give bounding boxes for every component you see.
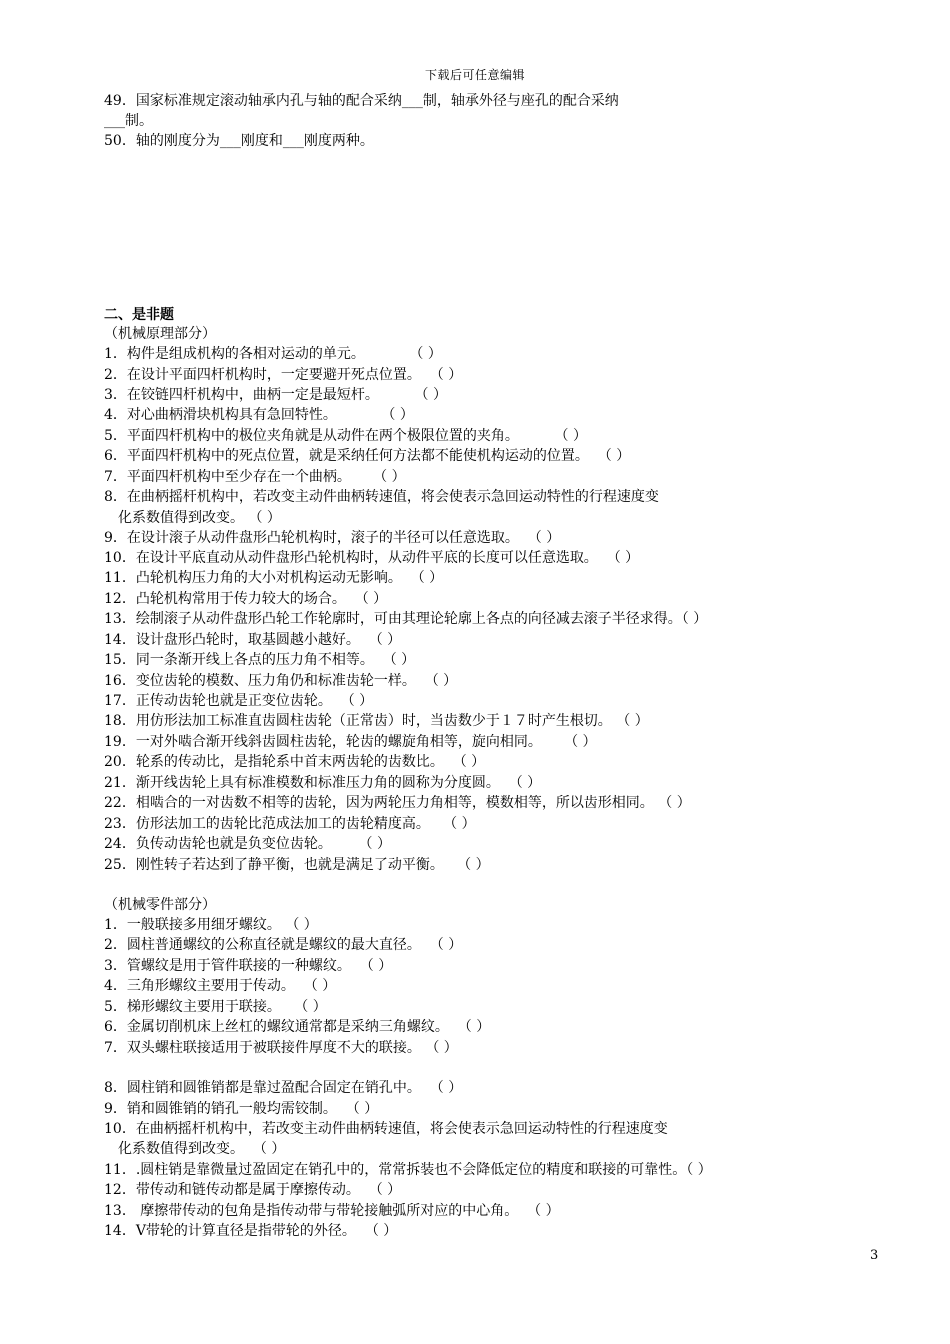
p2-item-5: 5．梯形螺纹主要用于联接。 （ ）	[104, 999, 327, 1015]
p1-item-15: 15．同一条渐开线上各点的压力角不相等。 （ ）	[104, 652, 416, 668]
p2-item-2: 2．圆柱普通螺纹的公称直径就是螺纹的最大直径。 （ ）	[104, 937, 463, 953]
question-49: 49．国家标准规定滚动轴承内孔与轴的配合采纳___制，轴承外径与座孔的配合采纳	[104, 93, 619, 109]
p2-item-12: 12．带传动和链传动都是属于摩擦传动。 （ ）	[104, 1182, 402, 1198]
page-header: 下载后可任意编辑	[424, 68, 525, 82]
p1-item-21: 21．渐开线齿轮上具有标准模数和标准压力角的圆称为分度圆。 （ ）	[104, 775, 542, 791]
part2-title: （机械零件部分）	[104, 897, 216, 913]
p2-item-1: 1．一般联接多用细牙螺纹。 （ ）	[104, 917, 318, 933]
p1-item-18: 18．用仿形法加工标准直齿圆柱齿轮（正常齿）时，当齿数少于１７时产生根切。 （ ）	[104, 713, 649, 729]
p2-item-14: 14．V带轮的计算直径是指带轮的外径。 （ ）	[104, 1223, 398, 1239]
p1-item-11: 11．凸轮机构压力角的大小对机构运动无影响。 （ ）	[104, 570, 444, 586]
p1-item-2: 2．在设计平面四杆机构时，一定要避开死点位置。 （ ）	[104, 367, 463, 383]
p2-item-4: 4．三角形螺纹主要用于传动。 （ ）	[104, 978, 337, 994]
part1-title: （机械原理部分）	[104, 326, 216, 342]
p1-item-4: 4．对心曲柄滑块机构具有急回特性。 （ ）	[104, 407, 414, 423]
p2-item-10: 10．在曲柄摇杆机构中，若改变主动件曲柄转速值，将会使表示急回运动特性的行程速度变	[104, 1121, 668, 1137]
p1-item-13: 13．绘制滚子从动件盘形凸轮工作轮廓时，可由其理论轮廓上各点的向径减去滚子半径求得。（ ）	[104, 611, 708, 627]
p2-item-10-continued: 化系数值得到改变。 （ ）	[118, 1141, 286, 1157]
p2-item-9: 9．销和圆锥销的销孔一般均需铰制。 （ ）	[104, 1101, 379, 1117]
p1-item-19: 19．一对外啮合渐开线斜齿圆柱齿轮，轮齿的螺旋角相等，旋向相同。 （ ）	[104, 734, 597, 750]
p1-item-9: 9．在设计滚子从动件盘形凸轮机构时，滚子的半径可以任意选取。 （ ）	[104, 530, 561, 546]
p1-item-17: 17．正传动齿轮也就是正变位齿轮。 （ ）	[104, 693, 374, 709]
question-50: 50．轴的刚度分为___刚度和___刚度两种。	[104, 133, 374, 149]
p1-item-12: 12．凸轮机构常用于传力较大的场合。 （ ）	[104, 591, 388, 607]
p2-item-3: 3．管螺纹是用于管件联接的一种螺纹。 （ ）	[104, 958, 393, 974]
p1-item-10: 10．在设计平底直动从动件盘形凸轮机构时，从动件平底的长度可以任意选取。 （ ）	[104, 550, 640, 566]
page-number: 3	[870, 1248, 879, 1263]
p1-item-8-continued: 化系数值得到改变。 （ ）	[118, 510, 281, 526]
p1-item-5: 5．平面四杆机构中的极位夹角就是从动件在两个极限位置的夹角。 （ ）	[104, 428, 587, 444]
p2-item-13: 13． 摩擦带传动的包角是指传动带与带轮接触弧所对应的中心角。 （ ）	[104, 1203, 560, 1219]
section-title: 二、是非题	[104, 307, 174, 323]
p1-item-22: 22．相啮合的一对齿数不相等的齿轮，因为两轮压力角相等，模数相等，所以齿形相同。 （ ）	[104, 795, 691, 811]
p2-item-6: 6．金属切削机床上丝杠的螺纹通常都是采纳三角螺纹。 （ ）	[104, 1019, 491, 1035]
p1-item-25: 25．刚性转子若达到了静平衡，也就是满足了动平衡。 （ ）	[104, 857, 490, 873]
p2-item-7: 7．双头螺柱联接适用于被联接件厚度不大的联接。 （ ）	[104, 1040, 458, 1056]
p1-item-14: 14．设计盘形凸轮时，取基圆越小越好。 （ ）	[104, 632, 402, 648]
p1-item-8: 8．在曲柄摇杆机构中，若改变主动件曲柄转速值，将会使表示急回运动特性的行程速度变	[104, 489, 659, 505]
p1-item-23: 23．仿形法加工的齿轮比范成法加工的齿轮精度高。 （ ）	[104, 816, 476, 832]
question-49-continued: ___制。	[104, 113, 153, 129]
p1-item-7: 7．平面四杆机构中至少存在一个曲柄。 （ ）	[104, 469, 406, 485]
p1-item-16: 16．变位齿轮的模数、压力角仍和标准齿轮一样。 （ ）	[104, 673, 458, 689]
p1-item-20: 20．轮系的传动比，是指轮系中首末两齿轮的齿数比。 （ ）	[104, 754, 486, 770]
p2-item-8: 8．圆柱销和圆锥销都是靠过盈配合固定在销孔中。 （ ）	[104, 1080, 463, 1096]
p1-item-3: 3．在铰链四杆机构中，曲柄一定是最短杆。 （ ）	[104, 387, 447, 403]
p1-item-1: 1．构件是组成机构的各相对运动的单元。 （ ）	[104, 346, 442, 362]
p1-item-24: 24．负传动齿轮也就是负变位齿轮。 （ ）	[104, 836, 391, 852]
p2-item-11: 11．.圆柱销是靠微量过盈固定在销孔中的，常常拆装也不会降低定位的精度和联接的可靠性。（ ）	[104, 1162, 712, 1178]
p1-item-6: 6．平面四杆机构中的死点位置，就是采纳任何方法都不能使机构运动的位置。 （ ）	[104, 448, 631, 464]
